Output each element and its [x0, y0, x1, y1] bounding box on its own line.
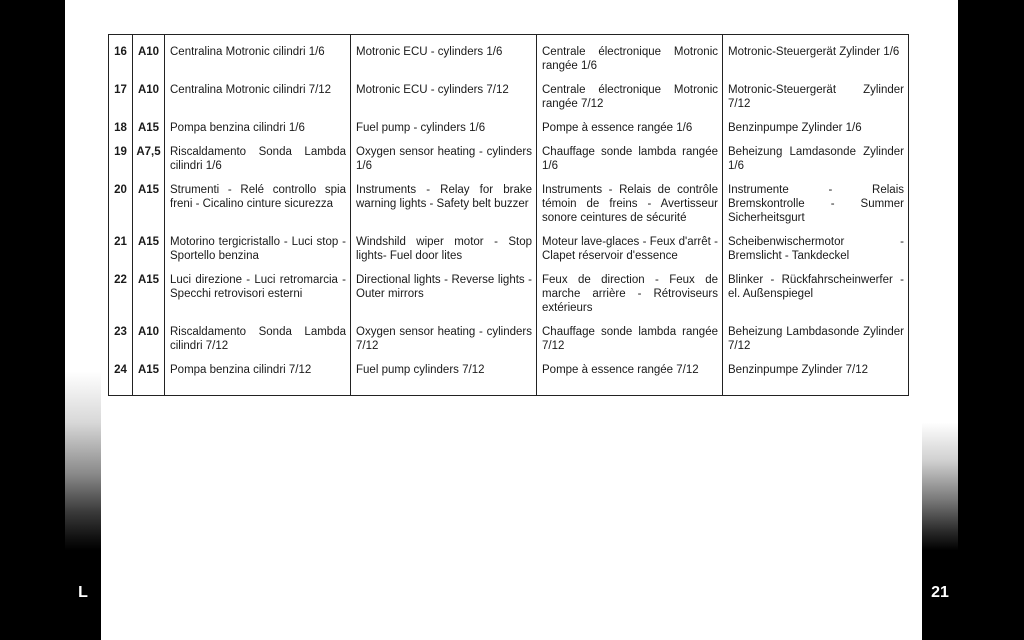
description-french: Centrale électronique Motronic rangée 7/12: [537, 73, 723, 111]
fuse-rating: A10: [133, 73, 165, 111]
description-french: Chauffage sonde lambda rangée 1/6: [537, 135, 723, 173]
fuse-number: 16: [109, 35, 133, 74]
description-german: Blinker - Rückfahrscheinwerfer - el. Außenspiegel: [723, 263, 909, 315]
table-row: [109, 35, 909, 74]
description-french: Pompe à essence rangée 7/12: [537, 353, 723, 396]
fuse-number: 24: [109, 353, 133, 396]
description-english: Directional lights - Reverse lights - Outer mirrors: [351, 263, 537, 315]
fuse-rating: A10: [133, 35, 165, 74]
fuse-rating: A15: [133, 353, 165, 396]
description-french: Pompe à essence rangée 1/6: [537, 111, 723, 135]
section-tab-label: L: [78, 584, 88, 601]
description-french: Moteur lave-glaces - Feux d'arrêt - Clapet réservoir d'essence: [537, 225, 723, 263]
fuse-table-body: [109, 35, 909, 396]
description-english: Oxygen sensor heating - cylinders 1/6: [351, 135, 537, 173]
description-italian: Pompa benzina cilindri 7/12: [165, 353, 351, 396]
fuse-number: 17: [109, 73, 133, 111]
description-german: Motronic-Steuergerät Zylinder 1/6: [723, 35, 909, 74]
fuse-rating: A15: [133, 111, 165, 135]
fuse-rating: A15: [133, 173, 165, 225]
description-english: Fuel pump cylinders 7/12: [351, 353, 537, 396]
right-margin-strip: [922, 0, 958, 640]
description-french: Feux de direction - Feux de marche arrière - Rétroviseurs extérieurs: [537, 263, 723, 315]
description-german: Benzinpumpe Zylinder 1/6: [723, 111, 909, 135]
description-german: Beheizung Lamdasonde Zylinder 1/6: [723, 135, 909, 173]
description-english: Windshild wiper motor - Stop lights- Fuel door lites: [351, 225, 537, 263]
page-number: 21: [931, 584, 949, 601]
page-number-tab: [922, 573, 958, 613]
table-row: [109, 263, 909, 315]
description-english: Fuel pump - cylinders 1/6: [351, 111, 537, 135]
description-italian: Motorino tergicristallo - Luci stop - Sportello benzina: [165, 225, 351, 263]
fuse-rating: A10: [133, 315, 165, 353]
fuse-number: 21: [109, 225, 133, 263]
description-italian: Riscaldamento Sonda Lambda cilindri 7/12: [165, 315, 351, 353]
description-italian: Centralina Motronic cilindri 7/12: [165, 73, 351, 111]
fuse-number: 18: [109, 111, 133, 135]
description-italian: Pompa benzina cilindri 1/6: [165, 111, 351, 135]
description-english: Instruments - Relay for brake warning lights - Safety belt buzzer: [351, 173, 537, 225]
fuse-number: 22: [109, 263, 133, 315]
description-french: Instruments - Relais de contrôle témoin de freins - Avertisseur sonore ceintures de sécurité: [537, 173, 723, 225]
left-margin-strip: [65, 0, 101, 640]
document-page: [65, 0, 958, 640]
fuse-rating: A15: [133, 263, 165, 315]
description-italian: Centralina Motronic cilindri 1/6: [165, 35, 351, 74]
fuse-number: 23: [109, 315, 133, 353]
table-row: [109, 353, 909, 396]
description-french: Chauffage sonde lambda rangée 7/12: [537, 315, 723, 353]
description-english: Oxygen sensor heating - cylinders 7/12: [351, 315, 537, 353]
table-row: [109, 135, 909, 173]
description-german: Benzinpumpe Zylinder 7/12: [723, 353, 909, 396]
description-italian: Strumenti - Relé controllo spia freni - Cicalino cinture sicurezza: [165, 173, 351, 225]
fuse-table: [108, 34, 909, 396]
description-italian: Riscaldamento Sonda Lambda cilindri 1/6: [165, 135, 351, 173]
table-row: [109, 225, 909, 263]
table-row: [109, 173, 909, 225]
description-french: Centrale électronique Motronic rangée 1/6: [537, 35, 723, 74]
description-german: Scheibenwischermotor - Bremslicht - Tankdeckel: [723, 225, 909, 263]
fuse-rating: A15: [133, 225, 165, 263]
fuse-rating: A7,5: [133, 135, 165, 173]
section-tab: [65, 573, 101, 613]
table-row: [109, 73, 909, 111]
description-italian: Luci direzione - Luci retromarcia - Specchi retrovisori esterni: [165, 263, 351, 315]
description-german: Instrumente - Relais Bremskontrolle - Summer Sicherheitsgurt: [723, 173, 909, 225]
table-row: [109, 111, 909, 135]
table-row: [109, 315, 909, 353]
description-english: Motronic ECU - cylinders 7/12: [351, 73, 537, 111]
fuse-number: 20: [109, 173, 133, 225]
description-german: Motronic-Steuergerät Zylinder 7/12: [723, 73, 909, 111]
description-german: Beheizung Lambdasonde Zylinder 7/12: [723, 315, 909, 353]
fuse-number: 19: [109, 135, 133, 173]
description-english: Motronic ECU - cylinders 1/6: [351, 35, 537, 74]
